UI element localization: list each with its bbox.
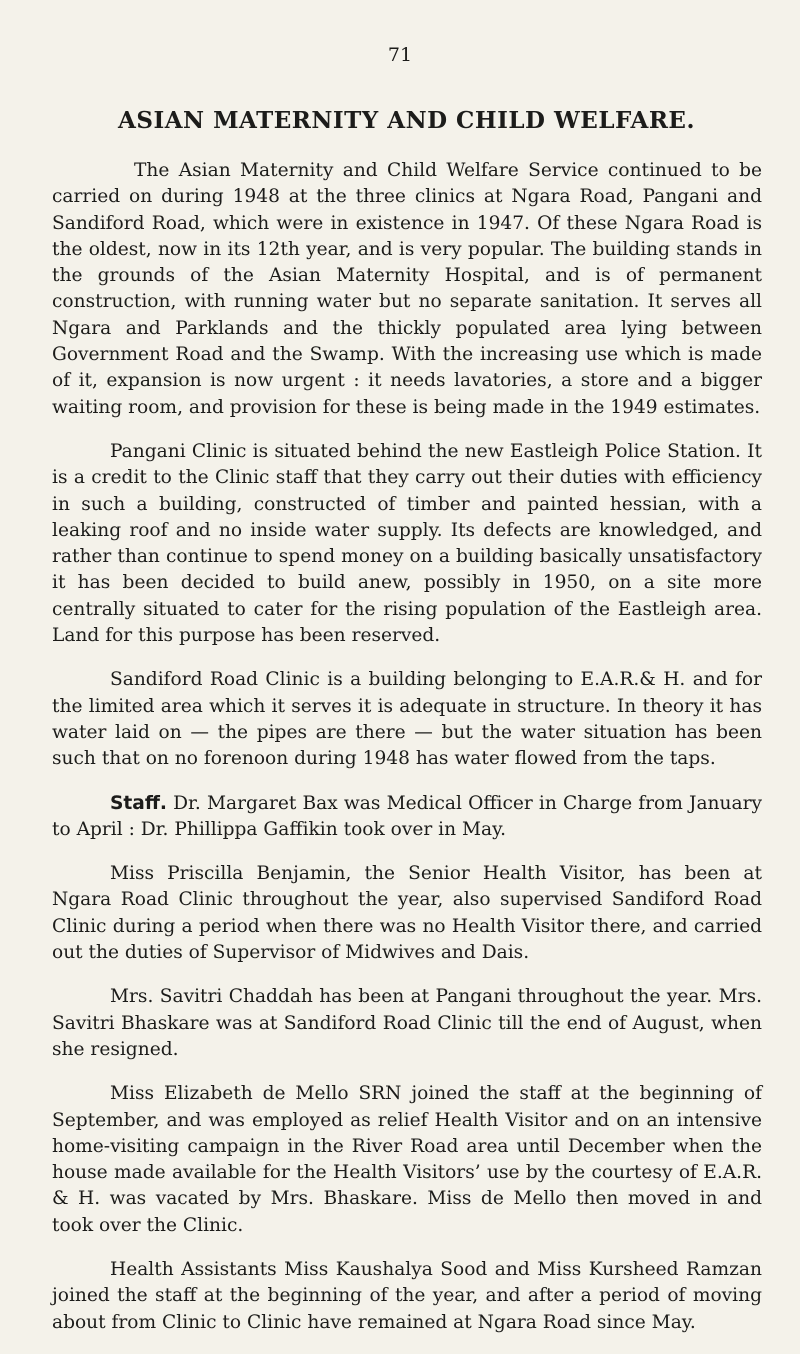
paragraph-overview: The Asian Maternity and Child Welfare Service continued to be carried on during 1948 at the three clinics at Ngara Road, Pangani and Sandiford Road, which were in existence in 1947. Of these Ngara Road is the oldest, now in its 12th year, and is very popular. The building stands in the grounds of the Asian Maternity Hospital, and is of permanent construction, with running water but no separate sanitation. It serves all Ngara and Parklands and the thickly populated area lying between Government Road and the Swamp. With the increasing use which is made of it, expansion is now urgent : it needs lavatories, a store and a bigger waiting room, and provision for these is being made in the 1949 estimates. (52, 160, 762, 418)
paragraph-sandiford-clinic: Sandiford Road Clinic is a building belonging to E.A.R.& H. and for the limited area which it serves it is adequate in structure. In theory it has water laid on — the pipes are there — but the water situation has been such that on no forenoon during 1948 has water flowed from the taps. (52, 669, 762, 770)
staff-text: Dr. Margaret Bax was Medical Officer in Charge from January to April : Dr. Phillippa Gaffikin took over in May. (52, 792, 762, 840)
paragraph-health-assistants: Health Assistants Miss Kaushalya Sood and Miss Kursheed Ramzan joined the staff at the beginning of the year, and after a period of moving about from Clinic to Clinic have remained at Ngara Road since May. (52, 1258, 762, 1333)
paragraph-staff (52, 791, 762, 844)
staff-heading: Staff. (110, 792, 167, 814)
page-number: 71 (387, 44, 413, 66)
paragraph-senior-health-visitor: Miss Priscilla Benjamin, the Senior Health Visitor, has been at Ngara Road Clinic throughout the year, also supervised Sandiford Road Clinic during a period when there was no Health Visitor there, and carried out the duties of Supervisor of Midwives and Dais. (52, 863, 762, 964)
paragraph-pangani-staff: Mrs. Savitri Chaddah has been at Pangani throughout the year. Mrs. Savitri Bhaskare was at Sandiford Road Clinic till the end of August, when she resigned. (52, 986, 762, 1060)
section-title: ASIAN MATERNITY AND CHILD WELFARE. (118, 107, 695, 134)
body-text (52, 158, 762, 1354)
paragraph-pangani-clinic: Pangani Clinic is situated behind the new Eastleigh Police Station. It is a credit to the Clinic staff that they carry out their duties with efficiency in such a building, constructed of timber and painted hessian, with a leaking roof and no inside water supply. Its defects are knowledged, and rather than continue to spend money on a building basically unsatisfactory it has been decided to build anew, possibly in 1950, on a site more centrally situated to cater for the rising population of the Eastleigh area. Land for this purpose has been reserved. (52, 440, 762, 647)
paragraph-relief-health-visitor: Miss Elizabeth de Mello SRN joined the staff at the beginning of September, and was employed as relief Health Visitor and on an intensive home-visiting campaign in the River Road area until December when the house made available for the Health Visitors’ use by the courtesy of E.A.R. & H. was vacated by Mrs. Bhaskare. Miss de Mello then moved in and took over the Clinic. (52, 1083, 762, 1236)
